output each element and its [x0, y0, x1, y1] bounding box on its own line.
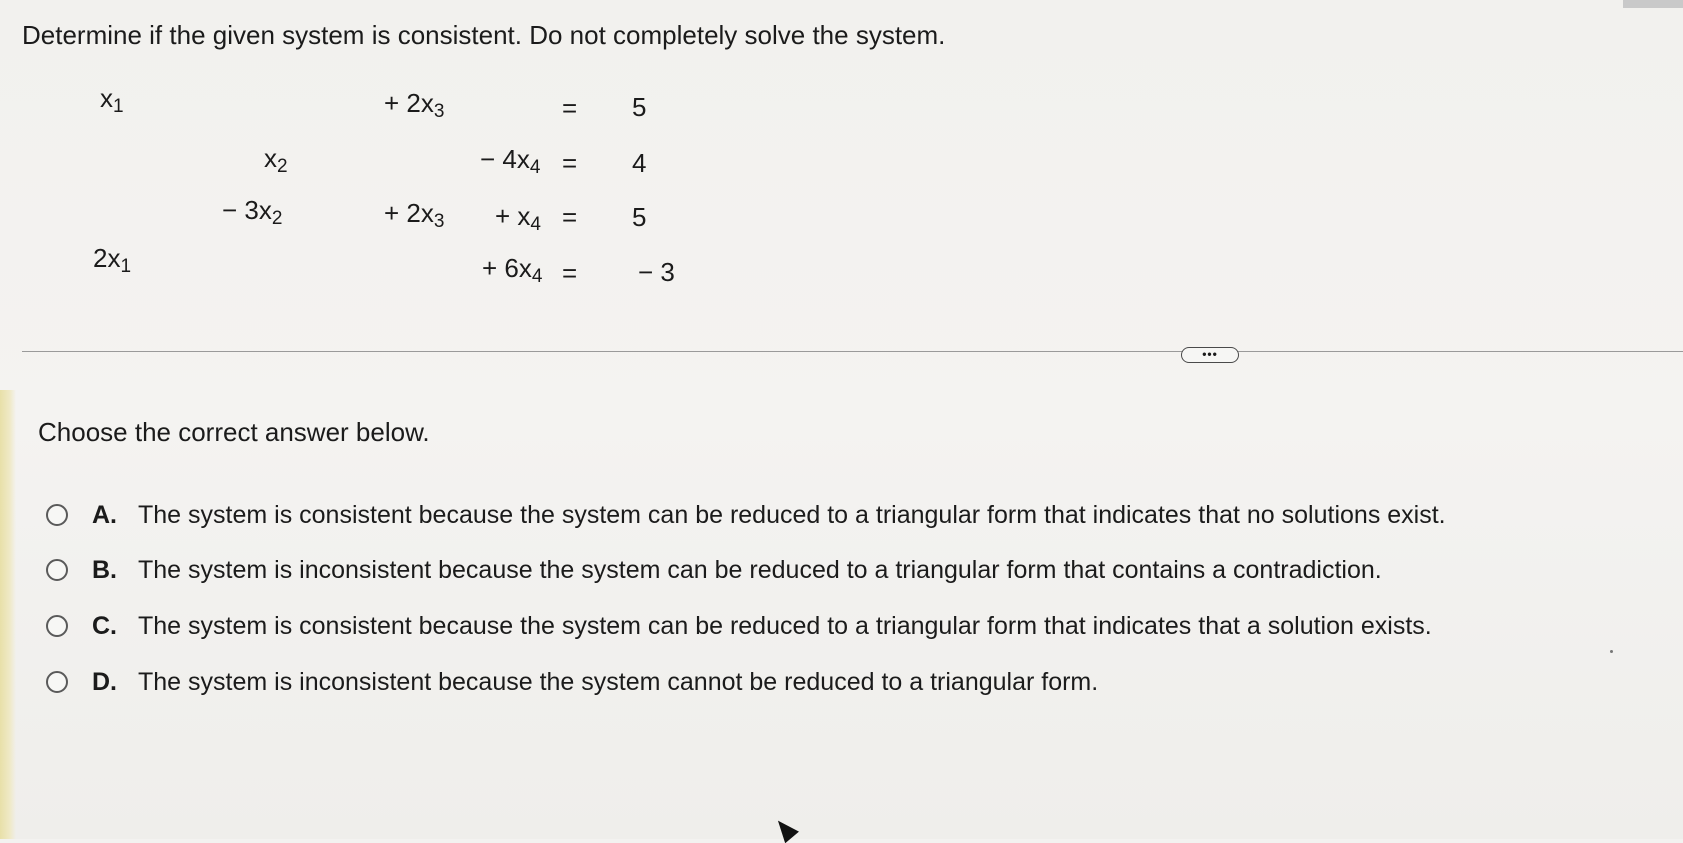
answer-option-b[interactable] [46, 552, 1382, 588]
answer-option-c[interactable] [46, 608, 1432, 644]
question-prompt: Determine if the given system is consistent. Do not completely solve the system. [22, 20, 946, 50]
option-letter: D. [92, 667, 117, 696]
equation-system [0, 0, 760, 300]
radio-button-b[interactable] [46, 559, 68, 581]
screen-speck [1610, 650, 1613, 653]
option-letter: B. [92, 555, 117, 584]
more-options-button[interactable]: ••• [1181, 347, 1239, 363]
option-text: The system is inconsistent because the system cannot be reduced to a triangular form. [138, 667, 1099, 696]
radio-button-d[interactable] [46, 671, 68, 693]
eq4-x4-term: + $6x_4$ [482, 253, 543, 287]
eq1-x3-term: + $2x_3$ [384, 88, 445, 122]
eq4-rhs: − 3 [638, 257, 675, 287]
window-corner [1623, 0, 1683, 8]
option-text: The system is consistent because the system can be reduced to a triangular form that indicates that a solution exists. [138, 611, 1432, 640]
answer-option-a[interactable] [46, 497, 1446, 533]
section-divider [22, 351, 1683, 352]
option-text: The system is inconsistent because the system can be reduced to a triangular form that contains a contradiction. [138, 555, 1382, 584]
eq2-x2-term: $x_2$ [264, 143, 288, 177]
eq4-equals: = [562, 258, 578, 288]
option-text: The system is consistent because the system can be reduced to a triangular form that indicates that no solutions exist. [138, 500, 1446, 529]
radio-button-c[interactable] [46, 615, 68, 637]
eq3-rhs: 5 [632, 202, 647, 232]
eq3-x3-term: + $2x_3$ [384, 198, 445, 232]
eq3-x2-term: − $3x_2$ [222, 195, 283, 229]
eq1-rhs: 5 [632, 92, 647, 122]
eq2-rhs: 4 [632, 148, 647, 178]
option-letter: C. [92, 611, 117, 640]
answer-option-d[interactable] [46, 664, 1098, 700]
eq1-x1-term: $x_1$ [100, 83, 124, 117]
radio-button-a[interactable] [46, 504, 68, 526]
eq1-equals: = [562, 93, 578, 123]
eq2-equals: = [562, 148, 578, 178]
eq3-equals: = [562, 202, 578, 232]
eq3-x4-term: + $x_4$ [495, 201, 541, 235]
eq2-x4-term: − $4x_4$ [480, 144, 541, 178]
answer-instruction: Choose the correct answer below. [38, 417, 430, 447]
eq4-x1-term: $2x_1$ [93, 243, 132, 277]
page-edge-highlight [0, 390, 16, 839]
option-letter: A. [92, 500, 117, 529]
